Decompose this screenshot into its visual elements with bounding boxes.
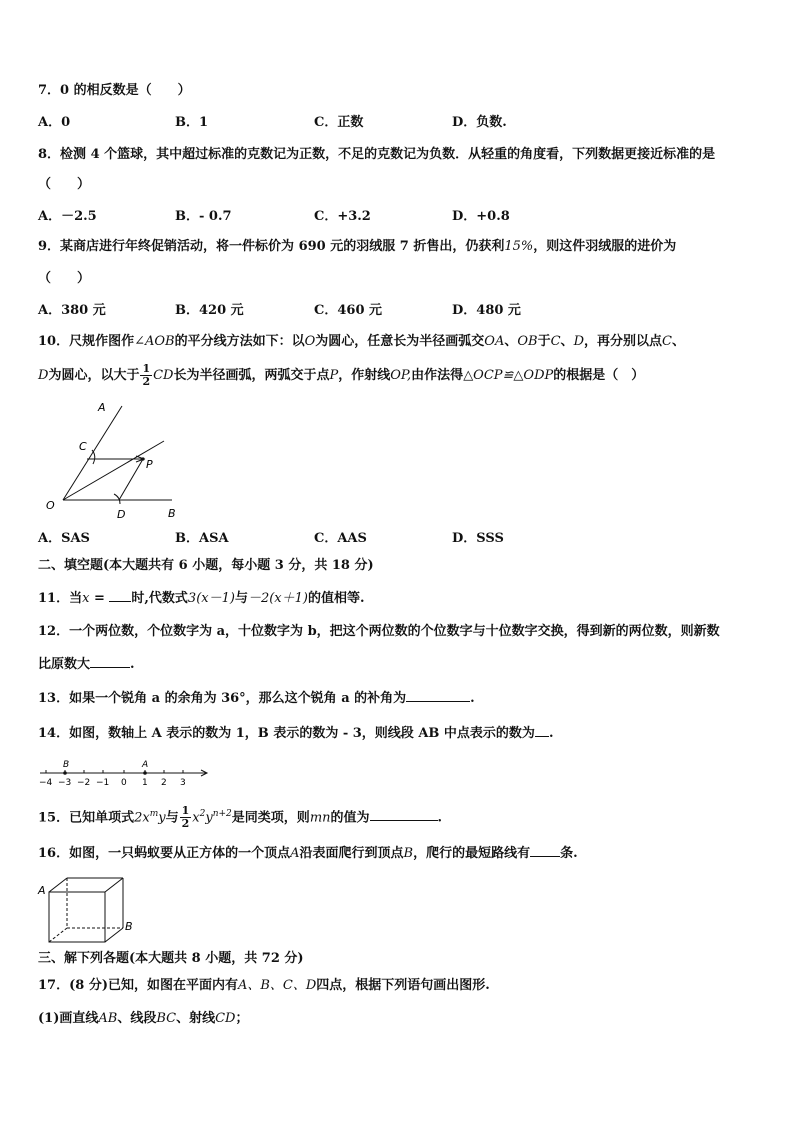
denominator: 2 [181, 817, 190, 831]
q10-option-d: D．SSS [452, 531, 504, 546]
label-a: A [98, 401, 106, 414]
q17-stem [38, 977, 490, 995]
q15-exp-2: 2 [199, 809, 206, 819]
q10-angle-bisector-figure [40, 398, 180, 524]
section-3-heading: 三、解下列各题(本大题共 8 小题，共 72 分) [38, 951, 304, 966]
q15-exp-n2: n+2 [212, 809, 232, 819]
label-a: A [142, 760, 149, 770]
label-a: A [38, 884, 46, 897]
q15-blank[interactable] [370, 807, 438, 821]
q17-sub1 [38, 1010, 248, 1028]
q16-cube-figure [36, 872, 136, 948]
q17-points: A、B、C、D [237, 978, 317, 993]
tick-label: 3 [180, 778, 186, 786]
q9-stem-b: ，则这件羽绒服的进价为 [533, 239, 677, 254]
q10-point-o: O [304, 334, 316, 349]
q10-point-c: C [550, 334, 561, 349]
q10-congruence: △OCP≌△ODP [463, 368, 554, 383]
q15-y: y [158, 810, 166, 826]
q11-expr2: －2(x＋1) [247, 591, 308, 606]
tick-label: 2 [161, 778, 167, 786]
q7-stem: 7．0 的相反数是（ ） [38, 83, 191, 98]
q16-text: 沿表面爬行到顶点 [299, 846, 404, 861]
cube-front-face [49, 892, 105, 942]
q17-text: 、线段 [117, 1011, 157, 1026]
point-p [141, 457, 144, 460]
point-a [143, 771, 147, 775]
q10-angle: ∠AOB [134, 334, 175, 349]
q9-paren: （ ） [38, 271, 91, 286]
q16-blank[interactable] [530, 843, 560, 857]
q9-stem [38, 238, 676, 256]
denominator: 2 [142, 375, 151, 388]
q11-expr1: 3(x－1) [187, 591, 235, 606]
q8-paren: （ ） [38, 177, 91, 192]
q12-text: . [130, 657, 135, 672]
label-d: D [117, 508, 126, 521]
q14-text: 14．如图，数轴上 A 表示的数为 1，B 表示的数为 - 3，则线段 AB 中点表示的数为 [38, 726, 535, 741]
section-2-heading: 二、填空题(本大题共有 6 小题，每小题 3 分，共 18 分) [38, 558, 374, 573]
q11-eq: = [89, 591, 110, 606]
numerator: 1 [142, 362, 151, 375]
q17-text: ； [235, 1011, 249, 1026]
tick-label: 1 [142, 778, 148, 786]
q16-text: 条. [560, 846, 578, 861]
q10-fraction [140, 363, 152, 388]
q16 [38, 843, 578, 863]
q13-blank[interactable] [406, 688, 470, 702]
q10-line2 [38, 362, 644, 390]
q10-ob: OB [517, 334, 538, 349]
q8-option-c: C．+3.2 [314, 209, 371, 224]
q10-sep: 、 [671, 334, 685, 349]
q10-text: 的平分线方法如下：以 [174, 334, 305, 349]
q14-text: . [548, 726, 554, 741]
q15-text: . [437, 810, 443, 826]
q10-op: OP, [390, 368, 412, 383]
q14-blank[interactable] [535, 723, 549, 737]
q10-text: 的根据是（ ） [553, 368, 645, 383]
q15-text: 15．已知单项式 [38, 810, 135, 826]
q12-line1: 12．一个两位数，个位数字为 a，十位数字为 b，把这个两位数的个位数字与十位数字交换，得到新的两位数，则新数 [38, 624, 720, 639]
tick-label: −4 [39, 778, 53, 786]
label-b: B [168, 507, 176, 520]
q16-b: B [403, 846, 414, 861]
tick-label: 0 [121, 778, 127, 786]
q17-bc: BC [156, 1011, 177, 1026]
q10-text: ，作射线 [338, 368, 391, 383]
tick-label: −1 [96, 778, 110, 786]
q10-text: 为圆心，以大于 [48, 368, 140, 383]
q10-text: 于 [537, 334, 551, 349]
point-b [63, 771, 67, 775]
q10-text: 10．尺规作图作 [38, 334, 135, 349]
q15-monomial2-y: y [205, 810, 213, 826]
q17-text: 、射线 [176, 1011, 216, 1026]
q16-text: 16．如图，一只蚂蚁要从正方体的一个顶点 [38, 846, 291, 861]
tick-label: −3 [58, 778, 72, 786]
q16-text: ，爬行的最短路线有 [413, 846, 531, 861]
q12-text: 比原数大 [38, 657, 91, 672]
q7-option-c: C．正数 [314, 115, 364, 130]
q10-text: 为圆心，任意长为半径画弧交 [315, 334, 485, 349]
q15-monomial2-x: x [192, 810, 200, 826]
q10-text: 长为半径画弧，两弧交于点 [173, 368, 330, 383]
q10-line1 [38, 333, 685, 351]
q10-point-c2: C [662, 334, 672, 349]
cube-edge [105, 878, 123, 892]
label-b: B [125, 920, 133, 933]
q9-option-a: A．380 元 [38, 303, 106, 318]
numerator: 1 [181, 804, 190, 818]
q12-blank[interactable] [90, 654, 130, 668]
label-b: B [63, 760, 70, 770]
q13-text: 13．如果一个锐角 a 的余角为 36°，那么这个锐角 a 的补角为 [38, 691, 407, 706]
q11 [38, 588, 365, 608]
q15-exp-m: m [149, 809, 159, 819]
q10-oa: OA [484, 334, 505, 349]
label-o: O [46, 499, 55, 512]
q10-text: 由作法得 [411, 368, 464, 383]
q8-option-a: A．－2.5 [38, 209, 97, 224]
q10-point-p: P [329, 368, 339, 383]
q12-line2 [38, 654, 135, 674]
q17-text: 17．(8 分)已知，如图在平面内有 [38, 978, 238, 993]
q10-option-a: A．SAS [38, 531, 90, 546]
q7-option-a: A．0 [38, 115, 71, 130]
q10-option-b: B．ASA [175, 531, 229, 546]
q14-number-line [36, 756, 212, 786]
q14 [38, 723, 553, 743]
q11-text: 的值相等. [308, 591, 365, 606]
q11-x: x [82, 591, 90, 606]
q8-stem: 8．检测 4 个篮球，其中超过标准的克数记为正数，不足的克数记为负数．从轻重的角度看，下列数据更接近标准的是 [38, 147, 716, 162]
label-p: P [146, 458, 153, 471]
q10-point-d2: D [38, 368, 49, 383]
q8-option-d: D．+0.8 [452, 209, 510, 224]
cube-edge [49, 878, 67, 892]
q10-option-c: C．AAS [314, 531, 367, 546]
q15-text: 是同类项，则 [231, 810, 310, 826]
q17-text: 四点，根据下列语句画出图形. [316, 978, 490, 993]
q9-option-c: C．460 元 [314, 303, 383, 318]
q9-stem-a: 9．某商店进行年终促销活动，将一件标价为 690 元的羽绒服 7 折售出，仍获利 [38, 239, 505, 254]
cube-hidden-edge [49, 928, 67, 942]
label-c: C [79, 440, 87, 453]
q15-text: 的值为 [330, 810, 370, 826]
q9-percent: 15% [504, 239, 534, 254]
ray-oa [63, 406, 122, 500]
q15-text: 与 [165, 810, 179, 826]
q17-ab: AB [98, 1011, 118, 1026]
q11-text: 11．当 [38, 591, 83, 606]
q8-option-b: B．- 0.7 [175, 209, 232, 224]
arc-d [114, 494, 120, 504]
q11-text: 时,代数式 [131, 591, 188, 606]
q11-text: 与 [234, 591, 248, 606]
q10-cd: CD [153, 368, 174, 383]
q13-text: . [470, 691, 475, 706]
q13 [38, 688, 475, 708]
q16-a: A [290, 846, 300, 861]
q15 [38, 800, 442, 832]
q15-mn: mn [309, 810, 331, 826]
q10-sep: 、 [504, 334, 518, 349]
q7-option-b: B．1 [175, 115, 209, 130]
arc-c [92, 450, 95, 464]
q10-sep: 、 [560, 334, 574, 349]
q7-option-d: D．负数. [452, 115, 507, 130]
q10-text: ，再分别以点 [584, 334, 663, 349]
q15-monomial1: 2x [134, 810, 150, 826]
q9-option-d: D．480 元 [452, 303, 521, 318]
q11-blank[interactable] [109, 588, 131, 602]
q10-point-d: D [573, 334, 584, 349]
q17-text: (1)画直线 [38, 1011, 99, 1026]
cube-edge [105, 928, 123, 942]
q9-option-b: B．420 元 [175, 303, 244, 318]
q15-fraction [180, 805, 192, 830]
q17-cd: CD [215, 1011, 236, 1026]
tick-label: −2 [77, 778, 91, 786]
